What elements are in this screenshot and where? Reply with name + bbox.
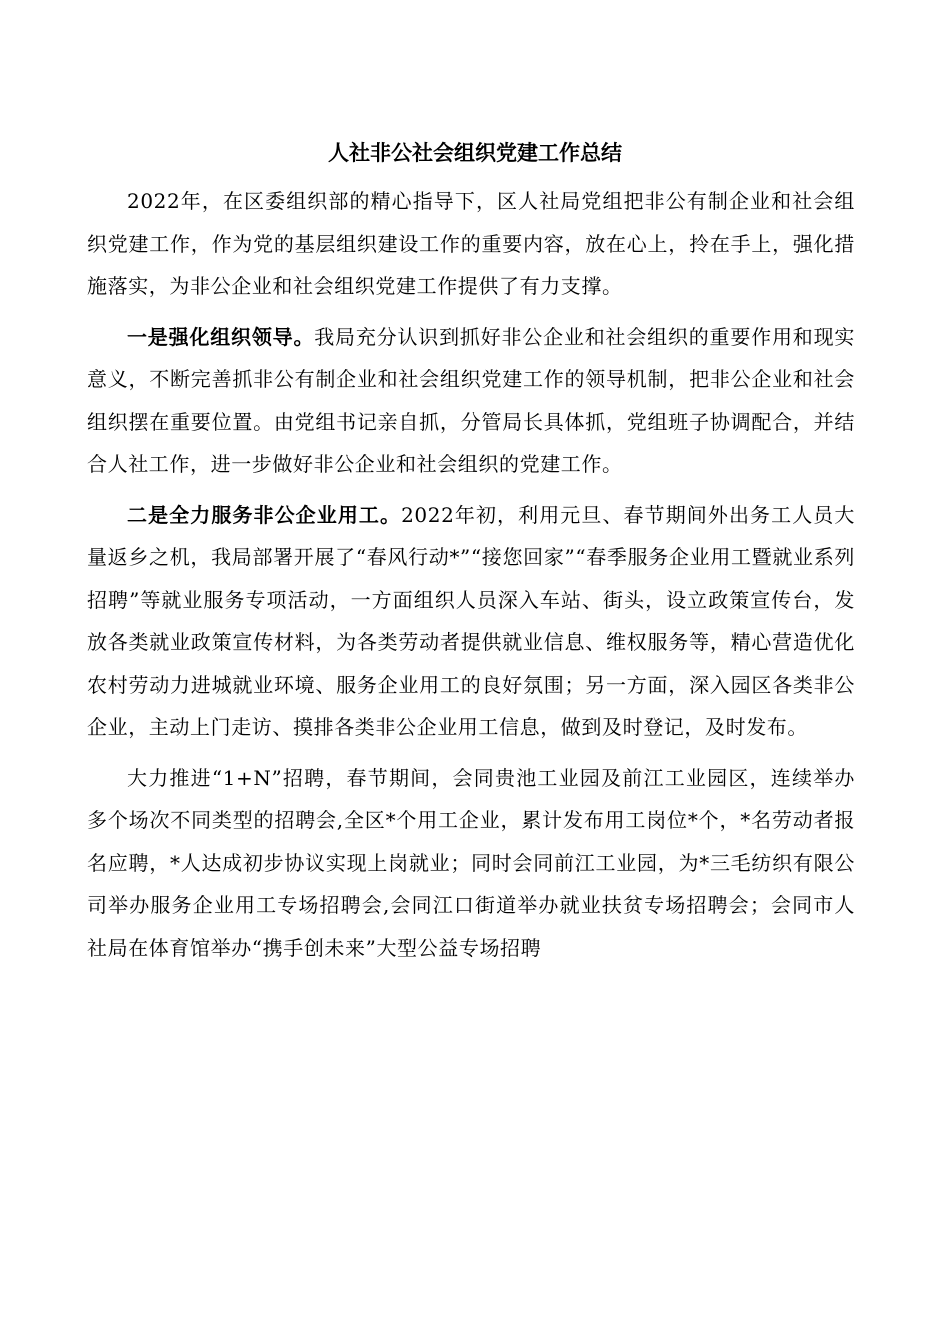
document-title: 人社非公社会组织党建工作总结 [328, 140, 622, 165]
paragraph-organization-leadership [87, 316, 855, 486]
paragraph-lead: 二是全力服务非公企业用工。 [127, 502, 402, 527]
paragraph-recruitment [87, 757, 855, 970]
paragraph-text: 我局充分认识到抓好非公企业和社会组织的重要作用和现实意义，不断完善抓非公有制企业和社会组织党建工作的领导机制，把非公企业和社会组织摆在重要位置。由党组书记亲自抓，分管局长具体抓，党组班子协调配合，并结合人社工作，进一步做好非公企业和社会组织的党建工作。 [87, 324, 855, 476]
paragraph-lead: 一是强化组织领导。 [127, 324, 315, 349]
paragraph-gap [87, 308, 855, 316]
paragraph-intro [87, 180, 855, 308]
paragraph-text: 2022年初，利用元旦、春节期间外出务工人员大量返乡之机，我局部署开展了“春风行动*”“接您回家”“春季服务企业用工暨就业系列招聘”等就业服务专项活动，一方面组织人员深入车站、街头，设立政策宣传台，发放各类就业政策宣传材料，为各类劳动者提供就业信息、维权服务等，精心营造优化农村劳动力进城就业环境、服务企业用工的良好氛围；另一方面，深入园区各类非公企业，主动上门走访、摸排各类非公企业用工信息，做到及时登记，及时发布。 [87, 502, 855, 739]
paragraph-gap [87, 486, 855, 494]
paragraph-text: 2022年，在区委组织部的精心指导下，区人社局党组把非公有制企业和社会组织党建工作，作为党的基层组织建设工作的重要内容，放在心上，拎在手上，强化措施落实，为非公企业和社会组织党建工作提供了有力支撑。 [87, 189, 855, 298]
paragraph-text: 大力推进“1+N”招聘，春节期间，会同贵池工业园及前江工业园区，连续举办多个场次不同类型的招聘会,全区*个用工企业，累计发布用工岗位*个，*名劳动者报名应聘，*人达成初步协议实现上岗就业；同时会同前江工业园，为*三毛纺织有限公司举办服务企业用工专场招聘会,会同江口街道举办就业扶贫专场招聘会；会同市人社局在体育馆举办“携手创未来”大型公益专场招聘 [87, 765, 855, 960]
document-body [87, 180, 855, 969]
paragraph-gap [87, 749, 855, 757]
paragraph-employment-service [87, 494, 855, 749]
